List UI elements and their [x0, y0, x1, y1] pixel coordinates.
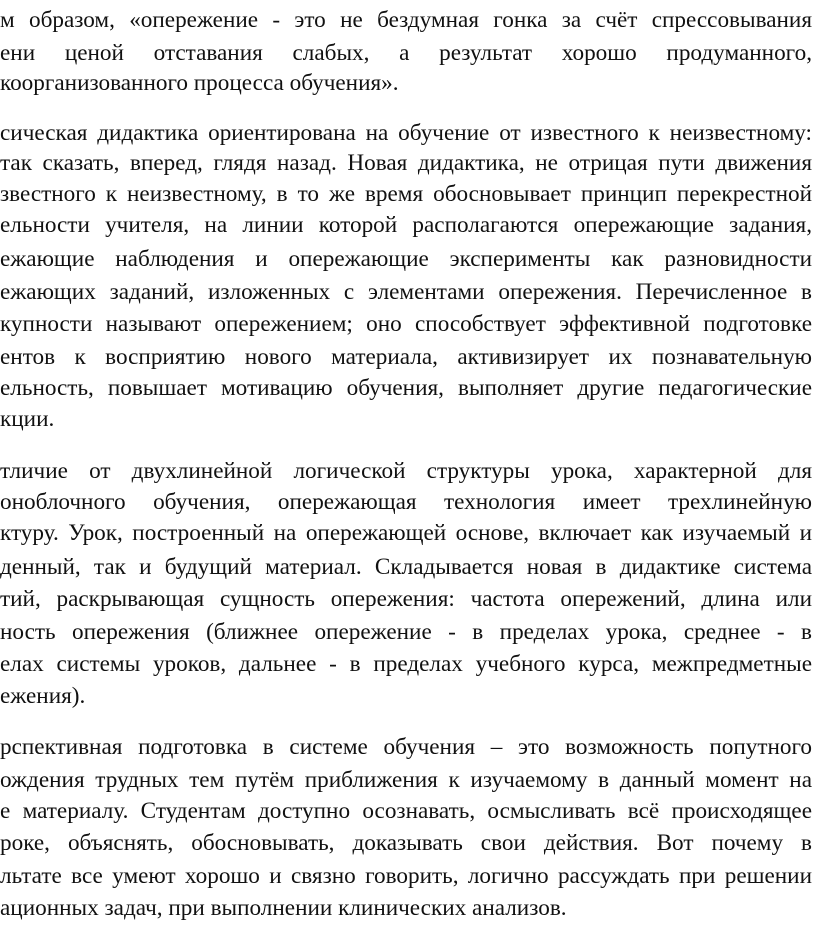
text-line: звестного к неизвестному, в то же время обосновывает принцип перекрестной [0, 181, 812, 207]
text-line: льтате все умеют хорошо и связно говорить, логично рассуждать при решении [0, 863, 812, 889]
text-line: оноблочного обучения, опережающая технология имеет трехлинейную [0, 489, 812, 515]
text-line: ежающих заданий, изложенных с элементами опережения. Перечисленное в [0, 279, 812, 305]
text-line: ежения). [0, 683, 86, 709]
text-line: ени ценой отставания слабых, а результат хорошо продуманного, [0, 40, 812, 66]
text-line: е материалу. Студентам доступно осознавать, осмысливать всё происходящее [0, 798, 812, 824]
text-line: ождения трудных тем путём приближения к изучаемому в данный момент на [0, 767, 812, 793]
text-line: купности называют опережением; оно способствует эффективной подготовке [0, 311, 812, 337]
text-line: ктуру. Урок, построенный на опережающей основе, включает как изучаемый и [0, 520, 812, 546]
text-line: ность опережения (ближнее опережение - в пределах урока, среднее - в [0, 619, 812, 645]
text-line: елах системы уроков, дальнее - в пределах учебного курса, межпредметные [0, 651, 812, 677]
text-line: ежающие наблюдения и опережающие эксперименты как разновидности [0, 246, 812, 272]
text-line: ельности учителя, на линии которой располагаются опережающие задания, [0, 212, 812, 238]
text-line: так сказать, вперед, глядя назад. Новая дидактика, не отрицая пути движения [0, 150, 812, 176]
text-line: коорганизованного процесса обучения». [0, 70, 399, 96]
text-line: тий, раскрывающая сущность опережения: частота опережений, длина или [0, 586, 812, 612]
text-line: кции. [0, 406, 55, 432]
text-line: ентов к восприятию нового материала, активизирует их познавательную [0, 344, 812, 370]
text-line: роке, объяснять, обосновывать, доказывать свои действия. Вот почему в [0, 830, 812, 856]
text-line: сическая дидактика ориентирована на обучение от известного к неизвестному: [0, 120, 812, 146]
text-line: тличие от двухлинейной логической структуры урока, характерной для [0, 458, 812, 484]
text-line: м образом, «опережение - это не бездумная гонка за счёт спрессовывания [0, 7, 812, 33]
text-line: рспективная подготовка в системе обучения – это возможность попутного [0, 734, 812, 760]
text-line: ационных задач, при выполнении клинических анализов. [0, 895, 567, 921]
text-line: денный, так и будущий материал. Складывается новая в дидактике система [0, 554, 812, 580]
text-line: ельность, повышает мотивацию обучения, выполняет другие педагогические [0, 375, 812, 401]
